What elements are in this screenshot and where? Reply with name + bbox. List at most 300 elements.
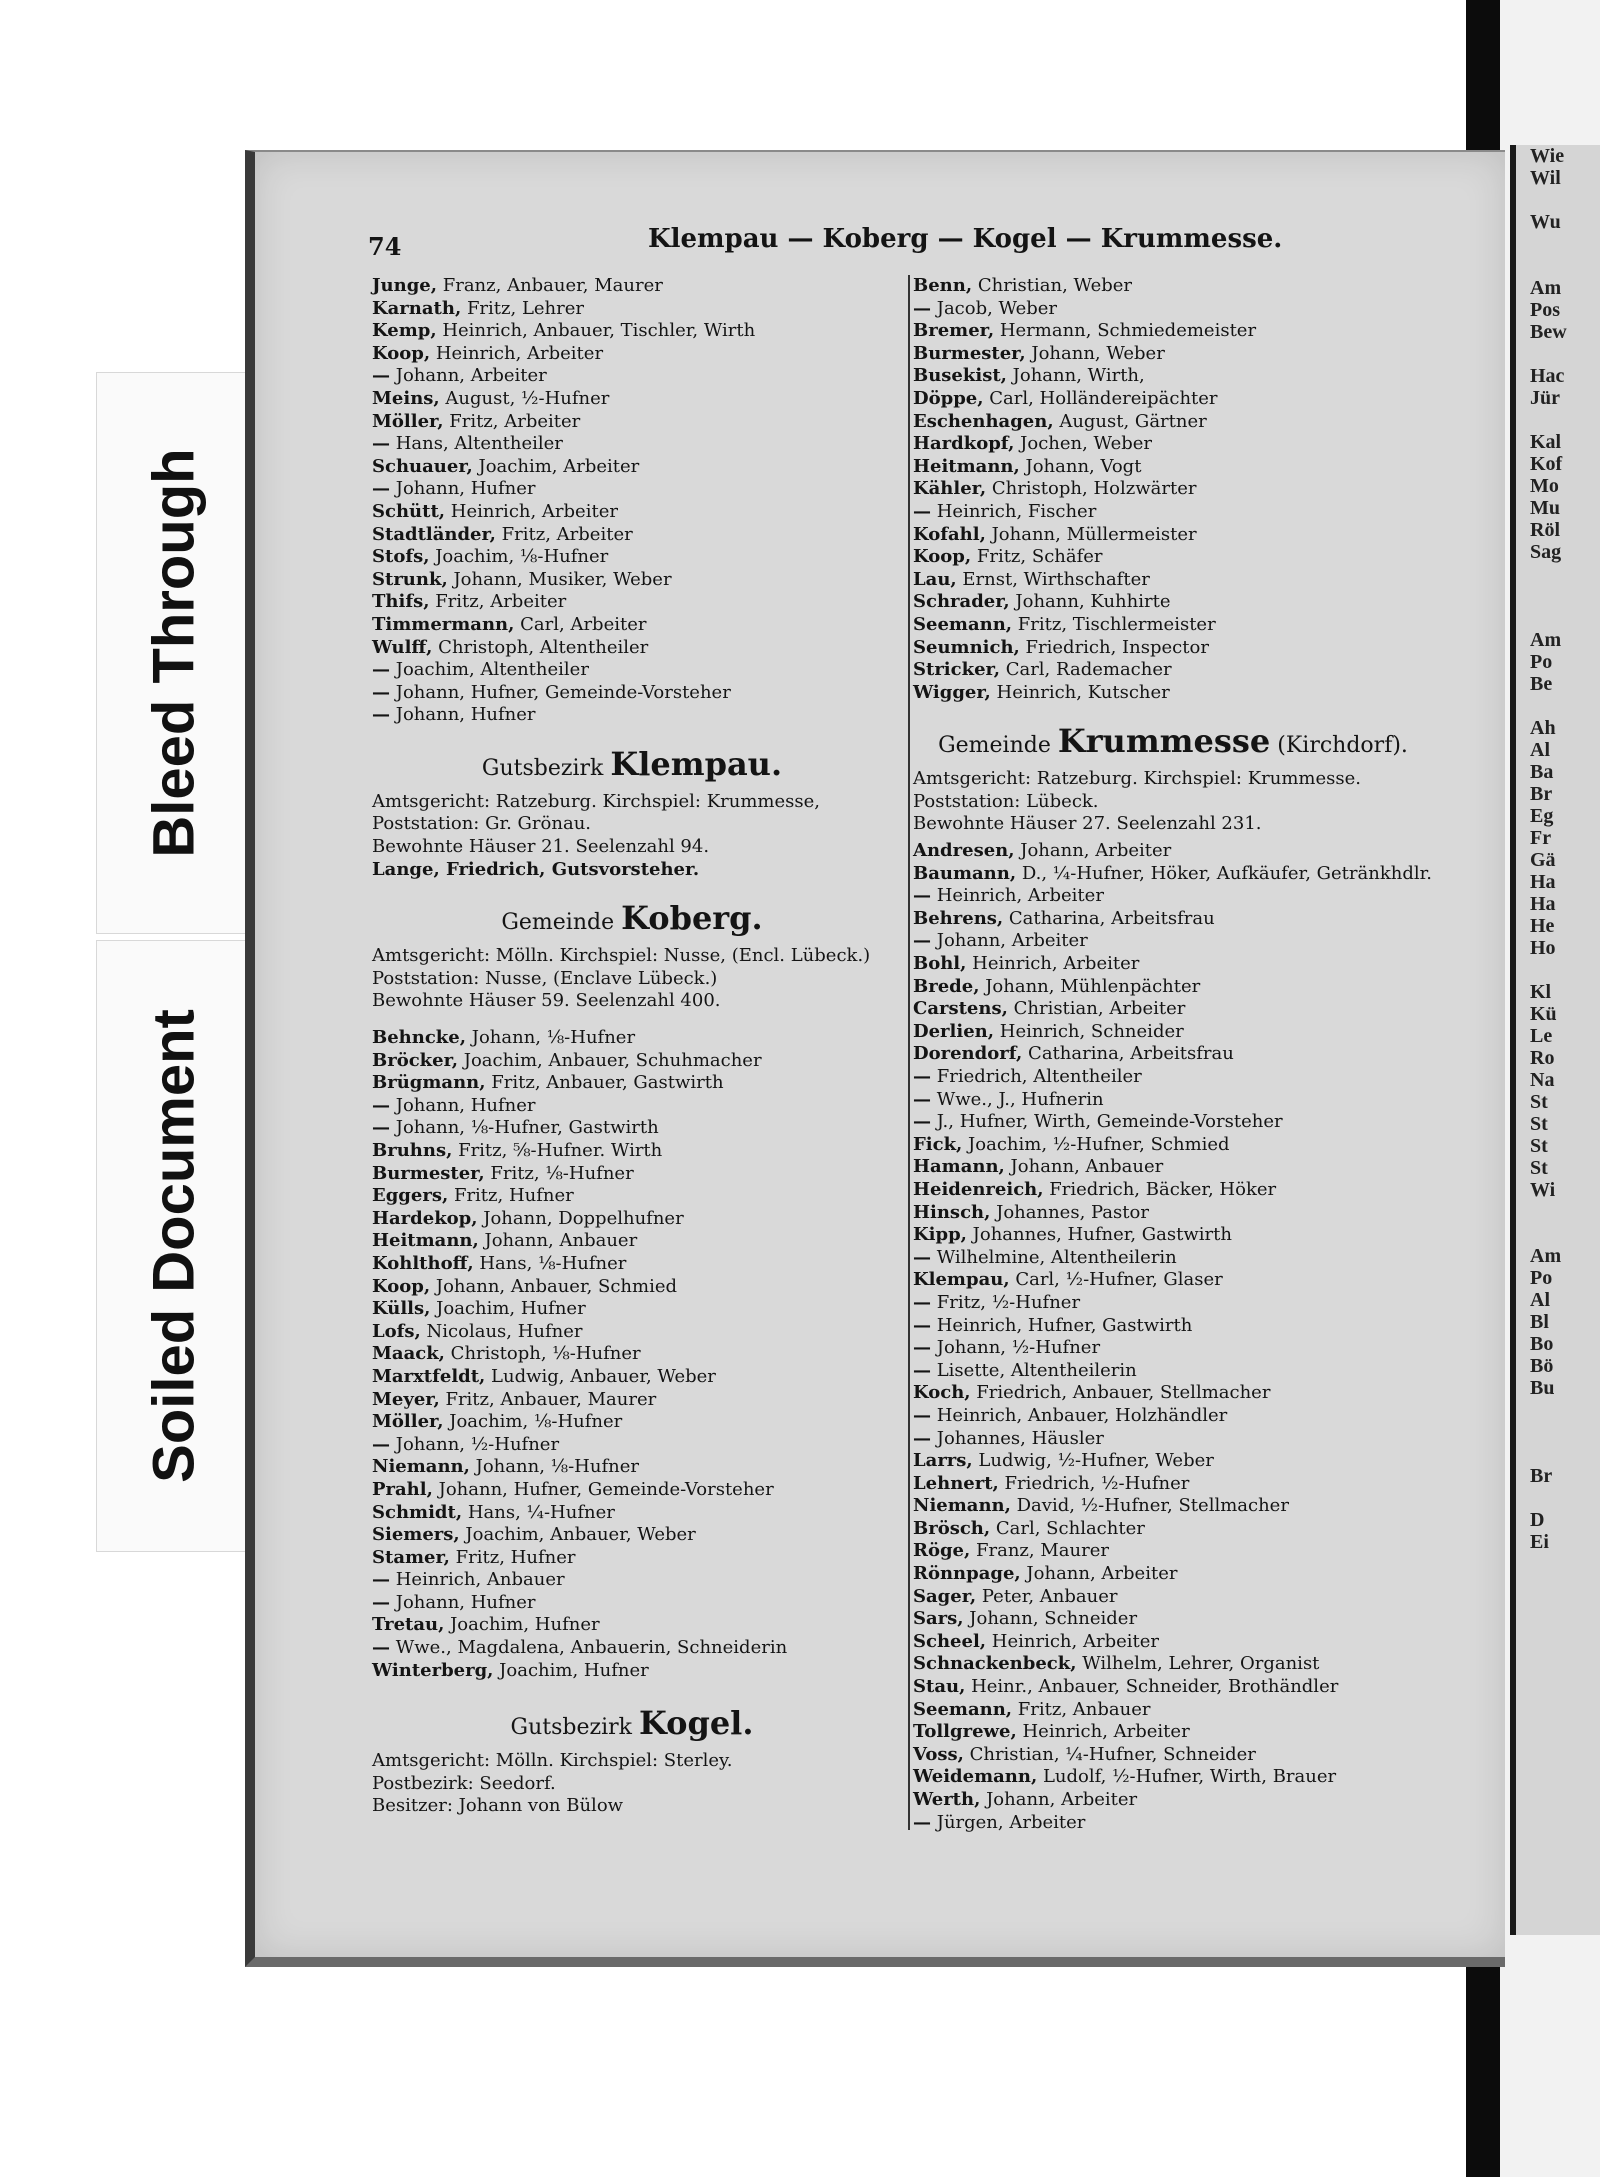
adjacent-page-text: Ei bbox=[1530, 1531, 1549, 1553]
adjacent-page-text: Ah bbox=[1530, 717, 1556, 739]
adjacent-page-text: Hac bbox=[1530, 365, 1565, 387]
adjacent-page-text bbox=[1516, 343, 1600, 365]
directory-entry bbox=[913, 320, 1433, 343]
entry-surname: — bbox=[372, 681, 390, 703]
directory-entry bbox=[372, 388, 892, 411]
entry-details: Johann, Hufner bbox=[390, 1591, 536, 1613]
entry-details: Wwe., Magdalena, Anbauerin, Schneiderin bbox=[390, 1637, 788, 1659]
klempau-vorsteher: Lange, Friedrich, Gutsvorsteher. bbox=[372, 858, 700, 880]
entry-surname: Lau, bbox=[913, 568, 957, 590]
entry-surname: Strunk, bbox=[372, 568, 448, 590]
entry-surname: Scheel, bbox=[913, 1630, 987, 1652]
directory-entry bbox=[372, 365, 892, 388]
directory-entry bbox=[913, 1699, 1433, 1722]
entry-details: Christian, Weber bbox=[972, 275, 1133, 296]
entry-details: Johannes, Hufner, Gastwirth bbox=[966, 1224, 1232, 1246]
entry-surname: Tollgrewe, bbox=[913, 1721, 1017, 1743]
entry-details: Johann, ½-Hufner bbox=[390, 1433, 560, 1455]
entry-details: Fritz, Schäfer bbox=[971, 546, 1103, 568]
entry-details: Fritz, ⅝-Hufner. Wirth bbox=[452, 1140, 663, 1161]
entry-details: Johann, Arbeiter bbox=[931, 930, 1088, 952]
directory-entry bbox=[372, 1117, 892, 1140]
section-suffix: (Kirchdorf). bbox=[1277, 733, 1408, 759]
entry-surname: Voss, bbox=[913, 1743, 964, 1765]
entry-details: Hermann, Schmiedemeister bbox=[994, 320, 1257, 342]
entry-surname: Burmester, bbox=[913, 342, 1026, 364]
entry-surname: Heitmann, bbox=[372, 1230, 479, 1252]
adjacent-page-text bbox=[1516, 959, 1600, 981]
entry-surname: Schrader, bbox=[913, 591, 1010, 613]
entry-details: Christoph, Holzwärter bbox=[986, 478, 1197, 500]
entry-surname: Busekist, bbox=[913, 365, 1007, 387]
entry-details: Johann, Arbeiter bbox=[1014, 840, 1172, 862]
entry-surname: — bbox=[372, 1433, 390, 1455]
entry-details: Heinrich, Arbeiter bbox=[1016, 1721, 1190, 1743]
adjacent-page-text bbox=[1516, 1201, 1600, 1223]
entry-details: Johann, Hufner, Gemeinde-Vorsteher bbox=[432, 1478, 774, 1500]
adjacent-page-text: Ha bbox=[1530, 893, 1556, 915]
directory-entry bbox=[372, 1366, 892, 1389]
entry-surname: Koop, bbox=[372, 342, 431, 364]
entry-surname: Timmermann, bbox=[372, 613, 515, 635]
adjacent-page-text: D bbox=[1530, 1509, 1545, 1531]
entry-details: Carl, Rademacher bbox=[999, 659, 1172, 681]
entry-details: Johann, Weber bbox=[1025, 342, 1165, 364]
entry-surname: — bbox=[913, 885, 931, 907]
entry-surname: Döppe, bbox=[913, 387, 984, 409]
entry-surname: — bbox=[372, 1591, 390, 1613]
entry-surname: Kipp, bbox=[913, 1224, 967, 1246]
adjacent-page-text: St bbox=[1530, 1113, 1548, 1135]
entry-details: Fritz, Arbeiter bbox=[429, 591, 567, 613]
directory-entry bbox=[913, 1043, 1433, 1066]
entry-surname: Schmidt, bbox=[372, 1501, 463, 1523]
entry-details: Heinrich, Anbauer bbox=[390, 1569, 565, 1591]
entry-surname: Brügmann, bbox=[372, 1072, 486, 1094]
entry-details: Fritz, Anbauer bbox=[1012, 1698, 1151, 1720]
directory-entry bbox=[913, 637, 1433, 660]
directory-entry bbox=[913, 501, 1433, 524]
entry-surname: Stricker, bbox=[913, 659, 1000, 681]
adjacent-page-text bbox=[1516, 409, 1600, 431]
directory-entry bbox=[913, 275, 1433, 298]
entry-surname: Werth, bbox=[913, 1789, 981, 1810]
entry-details: Heinrich, Anbauer, Tischler, Wirth bbox=[436, 320, 756, 342]
directory-entry bbox=[913, 1586, 1433, 1609]
adjacent-page-text: Na bbox=[1530, 1069, 1555, 1091]
adjacent-page-text: Mo bbox=[1530, 475, 1559, 497]
directory-entry bbox=[372, 524, 892, 547]
entry-details: Johann, Müllermeister bbox=[985, 523, 1197, 545]
entry-details: Johann, Hufner bbox=[390, 704, 536, 726]
entry-surname: Behrens, bbox=[913, 907, 1004, 929]
directory-entry bbox=[913, 1540, 1433, 1563]
directory-entry bbox=[913, 1224, 1433, 1247]
entry-details: Christoph, ⅛-Hufner bbox=[444, 1343, 641, 1365]
directory-entry bbox=[913, 1563, 1433, 1586]
entry-surname: Kähler, bbox=[913, 478, 987, 500]
adjacent-page-text: Wu bbox=[1530, 211, 1561, 233]
directory-entry bbox=[372, 1524, 892, 1547]
directory-entry bbox=[913, 1360, 1433, 1383]
adjacent-page-text: Le bbox=[1530, 1025, 1553, 1047]
directory-entry bbox=[372, 1253, 892, 1276]
section-kogel-title bbox=[372, 1704, 892, 1742]
directory-entry bbox=[913, 1292, 1433, 1315]
entry-details: Heinrich, Schneider bbox=[994, 1020, 1184, 1042]
entry-surname: — bbox=[372, 478, 390, 500]
section-name: Krummesse bbox=[1057, 722, 1271, 761]
entry-surname: — bbox=[913, 930, 931, 952]
entry-details: Joachim, ⅛-Hufner bbox=[443, 1411, 623, 1433]
directory-entry bbox=[913, 998, 1433, 1021]
directory-entry bbox=[913, 1134, 1433, 1157]
entry-details: Heinrich, Arbeiter bbox=[931, 885, 1104, 907]
entry-details: Fritz, Arbeiter bbox=[495, 523, 633, 545]
entry-surname: — bbox=[913, 1088, 931, 1110]
entry-surname: Lofs, bbox=[372, 1320, 421, 1342]
entry-surname: — bbox=[372, 1094, 390, 1116]
krummesse-bewohnt: Bewohnte Häuser 27. Seelenzahl 231. bbox=[913, 813, 1262, 835]
entry-surname: Külls, bbox=[372, 1298, 431, 1320]
entry-details: Fritz, ½-Hufner bbox=[931, 1291, 1081, 1313]
directory-entry bbox=[913, 908, 1433, 931]
directory-entry bbox=[913, 1179, 1433, 1202]
entry-surname: Carstens, bbox=[913, 998, 1008, 1020]
adjacent-page-text: Be bbox=[1530, 673, 1553, 695]
entry-details: Johannes, Häusler bbox=[931, 1427, 1104, 1449]
directory-entry bbox=[913, 298, 1433, 321]
directory-entry bbox=[372, 478, 892, 501]
adjacent-page-text: St bbox=[1530, 1157, 1548, 1179]
entry-details: Heinrich, Anbauer, Holzhändler bbox=[931, 1404, 1228, 1426]
section-krummesse-title bbox=[913, 722, 1433, 760]
left-column bbox=[372, 275, 892, 1818]
entry-surname: Winterberg, bbox=[372, 1659, 494, 1681]
entry-details: August, ½-Hufner bbox=[439, 387, 610, 409]
entry-details: J., Hufner, Wirth, Gemeinde-Vorsteher bbox=[931, 1111, 1283, 1133]
entry-surname: Stofs, bbox=[372, 546, 430, 568]
entry-surname: Fick, bbox=[913, 1133, 963, 1155]
adjacent-page-text bbox=[1516, 1421, 1600, 1443]
directory-entry bbox=[372, 1095, 892, 1118]
directory-entry bbox=[913, 1337, 1433, 1360]
entry-details: Jacob, Weber bbox=[931, 297, 1058, 319]
entry-surname: Siemers, bbox=[372, 1524, 460, 1546]
directory-entry bbox=[372, 298, 892, 321]
directory-entry bbox=[913, 930, 1433, 953]
directory-entry bbox=[913, 343, 1433, 366]
directory-entry bbox=[913, 546, 1433, 569]
entry-details: Ludolf, ½-Hufner, Wirth, Brauer bbox=[1037, 1766, 1337, 1788]
directory-entry bbox=[372, 1569, 892, 1592]
entry-surname: Thifs, bbox=[372, 591, 430, 613]
directory-entry bbox=[372, 591, 892, 614]
entry-details: Franz, Anbauer, Maurer bbox=[437, 275, 663, 296]
adjacent-page-text bbox=[1516, 585, 1600, 607]
koberg-poststation: Poststation: Nusse, (Enclave Lübeck.) bbox=[372, 967, 718, 989]
entry-surname: Schuauer, bbox=[372, 455, 473, 477]
directory-entry bbox=[372, 659, 892, 682]
entry-surname: — bbox=[913, 1246, 931, 1268]
entry-details: Carl, Holländereipächter bbox=[983, 387, 1218, 409]
entry-surname: Möller, bbox=[372, 410, 444, 432]
entry-details: Carl, Arbeiter bbox=[514, 613, 647, 635]
entry-surname: Schnackenbeck, bbox=[913, 1653, 1077, 1675]
adjacent-page-text: Fr bbox=[1530, 827, 1552, 849]
entry-surname: — bbox=[372, 1117, 390, 1139]
directory-entry bbox=[372, 1614, 892, 1637]
entry-details: Nicolaus, Hufner bbox=[420, 1320, 583, 1342]
entry-details: Heinrich, Kutscher bbox=[990, 681, 1170, 703]
directory-entry bbox=[913, 1156, 1433, 1179]
entry-details: Fritz, Hufner bbox=[448, 1185, 574, 1207]
entry-surname: — bbox=[372, 704, 390, 726]
adjacent-page-text: Ro bbox=[1530, 1047, 1555, 1069]
directory-entry bbox=[913, 365, 1433, 388]
entry-details: Heinrich, Arbeiter bbox=[966, 953, 1140, 975]
entry-surname: Heidenreich, bbox=[913, 1178, 1044, 1200]
directory-entry bbox=[913, 953, 1433, 976]
adjacent-page-text: Eg bbox=[1530, 805, 1554, 827]
entry-surname: Larrs, bbox=[913, 1450, 973, 1472]
entry-surname: Brede, bbox=[913, 975, 980, 997]
entry-details: Friedrich, ½-Hufner bbox=[998, 1472, 1190, 1494]
entry-surname: Hinsch, bbox=[913, 1201, 991, 1223]
entry-surname: — bbox=[372, 1637, 390, 1659]
entry-details: Joachim, Anbauer, Weber bbox=[459, 1524, 696, 1546]
directory-entry bbox=[913, 591, 1433, 614]
directory-entry bbox=[372, 1637, 892, 1660]
adjacent-page-text: St bbox=[1530, 1135, 1548, 1157]
entry-details: Friedrich, Bäcker, Höker bbox=[1043, 1178, 1277, 1200]
entry-surname: Hardkopf, bbox=[913, 433, 1015, 455]
section-name: Kogel. bbox=[638, 1704, 754, 1743]
adjacent-page-text: Kal bbox=[1530, 431, 1562, 453]
directory-entry bbox=[913, 1789, 1433, 1812]
directory-entry bbox=[913, 524, 1433, 547]
entry-details: Johann, Anbauer, Schmied bbox=[430, 1275, 678, 1297]
entry-surname: — bbox=[372, 433, 390, 455]
directory-entry bbox=[913, 659, 1433, 682]
entry-details: Johann, Hufner bbox=[390, 478, 536, 500]
entry-surname: Marxtfeldt, bbox=[372, 1365, 486, 1387]
entry-surname: Meins, bbox=[372, 387, 440, 409]
entry-surname: Bohl, bbox=[913, 953, 967, 975]
adjacent-page-text bbox=[1516, 607, 1600, 629]
entry-surname: Brösch, bbox=[913, 1517, 991, 1539]
column-divider bbox=[908, 275, 910, 1830]
adjacent-page-text: Po bbox=[1530, 1267, 1553, 1289]
entry-surname: Maack, bbox=[372, 1343, 445, 1365]
entry-details: David, ½-Hufner, Stellmacher bbox=[1010, 1495, 1289, 1517]
adjacent-page-text bbox=[1516, 695, 1600, 717]
entry-surname: Seemann, bbox=[913, 613, 1013, 635]
adjacent-page-text: Wi bbox=[1530, 1179, 1556, 1201]
entry-details: Fritz, Tischlermeister bbox=[1012, 613, 1216, 635]
entry-details: Fritz, Lehrer bbox=[461, 297, 585, 319]
entry-surname: Niemann, bbox=[913, 1495, 1011, 1517]
adjacent-page-text: Kof bbox=[1530, 453, 1563, 475]
entry-details: Fritz, Anbauer, Maurer bbox=[439, 1388, 657, 1410]
entry-surname: — bbox=[913, 1359, 931, 1381]
entry-surname: Sager, bbox=[913, 1585, 977, 1607]
entry-surname: — bbox=[372, 365, 390, 387]
entry-details: Joachim, Anbauer, Schuhmacher bbox=[458, 1049, 762, 1071]
entry-details: Johann, Doppelhufner bbox=[477, 1207, 684, 1229]
directory-entry bbox=[372, 637, 892, 660]
entry-details: Johannes, Pastor bbox=[990, 1201, 1149, 1223]
entry-surname: Andresen, bbox=[913, 840, 1015, 862]
directory-entry bbox=[372, 1185, 892, 1208]
entry-surname: Bremer, bbox=[913, 320, 995, 342]
koberg-bewohnt: Bewohnte Häuser 59. Seelenzahl 400. bbox=[372, 990, 721, 1012]
entry-details: Joachim, ½-Hufner, Schmied bbox=[962, 1133, 1230, 1155]
adjacent-page-text: Kü bbox=[1530, 1003, 1557, 1025]
entry-details: Fritz, Hufner bbox=[449, 1546, 576, 1568]
adjacent-page-text: Al bbox=[1530, 1289, 1550, 1311]
directory-entry bbox=[913, 1495, 1433, 1518]
directory-entry bbox=[913, 1744, 1433, 1767]
entry-details: Friedrich, Anbauer, Stellmacher bbox=[970, 1382, 1271, 1404]
entry-surname: — bbox=[913, 500, 931, 522]
entry-surname: Kofahl, bbox=[913, 523, 986, 545]
section-name: Klempau. bbox=[610, 744, 783, 783]
entry-surname: — bbox=[372, 659, 390, 681]
entry-details: Heinrich, Hufner, Gastwirth bbox=[931, 1314, 1193, 1336]
entry-surname: Wulff, bbox=[372, 636, 433, 658]
adjacent-page-fragment bbox=[1510, 145, 1600, 1935]
adjacent-page-text: He bbox=[1530, 915, 1555, 937]
adjacent-page-text: Sag bbox=[1530, 541, 1562, 563]
entry-details: Ernst, Wirthschafter bbox=[956, 568, 1150, 590]
entry-details: Catharina, Arbeitsfrau bbox=[1003, 907, 1215, 929]
directory-entry bbox=[913, 840, 1433, 863]
entry-surname: Kemp, bbox=[372, 320, 437, 342]
entry-details: Joachim, Hufner bbox=[444, 1614, 600, 1636]
directory-entry bbox=[913, 1089, 1433, 1112]
entry-surname: Kohlthoff, bbox=[372, 1252, 474, 1274]
directory-entry bbox=[913, 1473, 1433, 1496]
directory-entry bbox=[372, 1140, 892, 1163]
entry-details: Joachim, Arbeiter bbox=[472, 455, 640, 477]
directory-entry bbox=[913, 1676, 1433, 1699]
directory-entry bbox=[913, 1315, 1433, 1338]
entry-details: Ludwig, Anbauer, Weber bbox=[485, 1365, 716, 1387]
left-top-entries bbox=[372, 275, 892, 727]
entry-surname: Koop, bbox=[372, 1275, 431, 1297]
directory-entry bbox=[372, 1411, 892, 1434]
bleed-through-text: Bleed Through bbox=[141, 448, 207, 858]
adjacent-page-text: Ba bbox=[1530, 761, 1554, 783]
section-koberg-title bbox=[372, 899, 892, 937]
entry-surname: — bbox=[913, 1811, 931, 1833]
entry-details: Joachim, Altentheiler bbox=[390, 659, 589, 681]
entry-details: August, Gärtner bbox=[1053, 410, 1207, 432]
directory-entry bbox=[913, 614, 1433, 637]
entry-surname: Seumnich, bbox=[913, 636, 1020, 658]
entry-surname: Koop, bbox=[913, 546, 972, 568]
entry-details: Carl, Schlachter bbox=[990, 1517, 1145, 1539]
directory-entry bbox=[913, 1608, 1433, 1631]
klempau-bewohnt: Bewohnte Häuser 21. Seelenzahl 94. bbox=[372, 836, 710, 858]
adjacent-page-text: Am bbox=[1530, 277, 1562, 299]
adjacent-page-text: Bo bbox=[1530, 1333, 1554, 1355]
entry-surname: Bröcker, bbox=[372, 1049, 459, 1071]
entry-details: Johann, Vogt bbox=[1019, 455, 1142, 477]
entry-surname: — bbox=[913, 1337, 931, 1359]
entry-surname: — bbox=[913, 1111, 931, 1133]
directory-entry bbox=[913, 1111, 1433, 1134]
adjacent-page-text: Röl bbox=[1530, 519, 1560, 541]
entry-surname: Eschenhagen, bbox=[913, 410, 1054, 432]
directory-entry bbox=[913, 1269, 1433, 1292]
soiled-document-label bbox=[96, 940, 252, 1552]
entry-surname: — bbox=[913, 1404, 931, 1426]
koberg-amtsgericht: Amtsgericht: Mölln. Kirchspiel: Nusse, (Encl. Lübeck.) bbox=[372, 945, 871, 967]
directory-entry bbox=[372, 1434, 892, 1457]
page-number: 74 bbox=[368, 232, 402, 261]
entry-surname: Prahl, bbox=[372, 1478, 433, 1500]
entry-details: Carl, ½-Hufner, Glaser bbox=[1009, 1269, 1223, 1291]
klempau-poststation: Poststation: Gr. Grönau. bbox=[372, 813, 592, 835]
adjacent-page-text bbox=[1516, 563, 1600, 585]
section-prefix: Gutsbezirk bbox=[481, 755, 604, 781]
directory-entry bbox=[372, 682, 892, 705]
directory-entry bbox=[372, 1027, 892, 1050]
entry-surname: Lehnert, bbox=[913, 1472, 999, 1494]
section-name: Koberg. bbox=[621, 899, 763, 938]
entry-surname: Karnath, bbox=[372, 297, 462, 319]
adjacent-page-text: Al bbox=[1530, 739, 1550, 761]
entry-surname: Rönnpage, bbox=[913, 1563, 1021, 1585]
entry-surname: — bbox=[913, 1427, 931, 1449]
entry-surname: Möller, bbox=[372, 1411, 444, 1433]
entry-surname: Baumann, bbox=[913, 862, 1017, 884]
directory-entry bbox=[913, 456, 1433, 479]
entry-details: Johann, Arbeiter bbox=[1020, 1563, 1178, 1585]
adjacent-page-text bbox=[1516, 233, 1600, 255]
entry-details: Johann, ½-Hufner bbox=[931, 1337, 1101, 1359]
entry-surname: Stamer, bbox=[372, 1546, 450, 1568]
entry-details: Johann, ⅛-Hufner, Gastwirth bbox=[390, 1117, 659, 1139]
entry-details: Hans, ⅛-Hufner bbox=[473, 1252, 627, 1274]
directory-entry bbox=[913, 1247, 1433, 1270]
entry-details: Johann, Arbeiter bbox=[980, 1789, 1138, 1810]
directory-entry bbox=[913, 1405, 1433, 1428]
adjacent-page-text bbox=[1516, 1399, 1600, 1421]
adjacent-page-text: Bew bbox=[1530, 321, 1567, 343]
entry-details: Christoph, Altentheiler bbox=[432, 636, 649, 658]
krummesse-poststation: Poststation: Lübeck. bbox=[913, 790, 1099, 812]
directory-entry bbox=[913, 411, 1433, 434]
entry-details: Hans, ¼-Hufner bbox=[462, 1501, 615, 1523]
directory-entry bbox=[913, 1202, 1433, 1225]
section-prefix: Gemeinde bbox=[501, 910, 615, 936]
directory-entry bbox=[372, 433, 892, 456]
entry-surname: Klempau, bbox=[913, 1269, 1010, 1291]
adjacent-page-text bbox=[1516, 189, 1600, 211]
entry-surname: Meyer, bbox=[372, 1388, 440, 1410]
entry-surname: Behncke, bbox=[372, 1027, 466, 1049]
entry-details: Johann, Hufner, Gemeinde-Vorsteher bbox=[390, 681, 731, 703]
directory-entry bbox=[372, 1502, 892, 1525]
directory-entry bbox=[913, 1428, 1433, 1451]
entry-details: Johann, Mühlenpächter bbox=[979, 975, 1201, 997]
adjacent-page-text bbox=[1516, 1487, 1600, 1509]
directory-entry bbox=[372, 569, 892, 592]
klempau-amtsgericht: Amtsgericht: Ratzeburg. Kirchspiel: Krummesse, bbox=[372, 790, 820, 812]
